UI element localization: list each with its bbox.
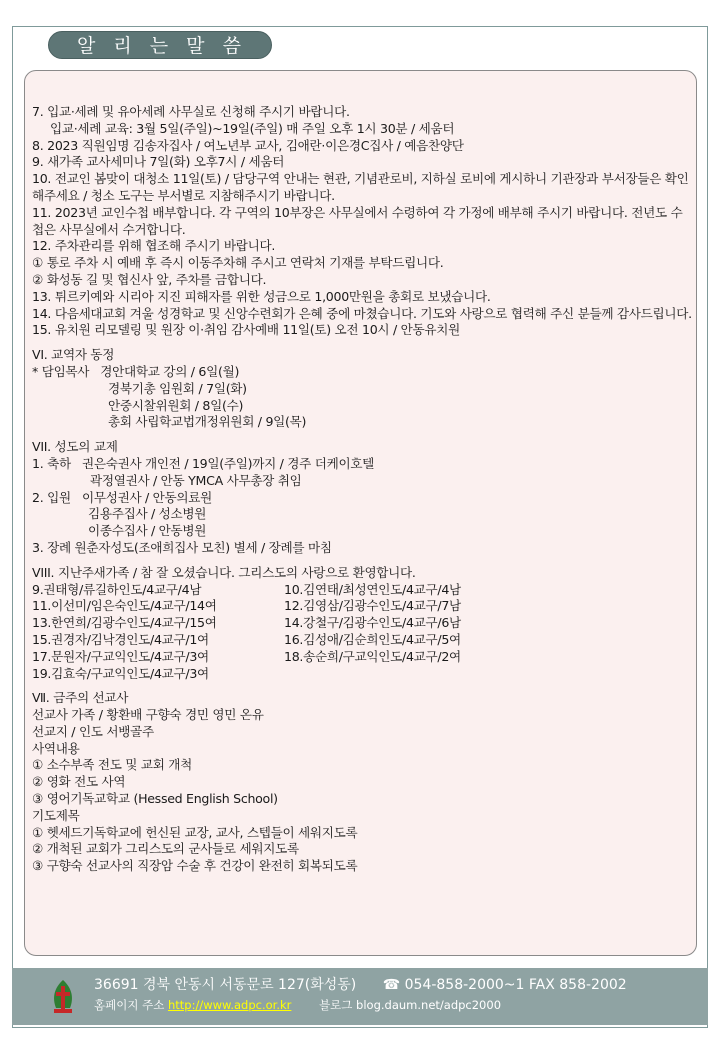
newcomer-entry: 10.김연태/최성연인도/4교구/4남 [284, 581, 461, 597]
church-logo-icon [50, 978, 76, 1016]
notice-item: 12. 주차관리를 위해 협조해 주시기 바랍니다. [32, 238, 276, 254]
newcomer-row [32, 615, 692, 632]
notice-item: 11. 2023년 교인수첩 배부합니다. 각 구역의 10부장은 사무실에서 수령하여 각 가정에 배부해 주시기 바랍니다. 전년도 수첩은 사무실에서 수거합니다. [32, 204, 683, 237]
notice-item: 15. 유치원 리모델링 및 원장 이·취임 감사예배 11일(토) 오전 10시 / 안동유치원 [32, 322, 460, 338]
newcomer-entry: 14.강철구/김광수인도/4교구/6남 [284, 615, 461, 631]
footer-phone: ☎ 054-858-2000~1 FAX 858-2002 [382, 977, 627, 993]
notice-item: 7. 입교·세례 및 유아세례 사무실로 신청해 주시기 바랍니다. [32, 104, 350, 119]
newcomer-entry: 12.김영삼/김광수인도/4교구/7남 [284, 598, 461, 614]
pastor-item: 경안대학교 강의 / 6일(월) [100, 363, 240, 379]
notice-item: 13. 튀르키예와 시리아 지진 피해자를 위한 성금으로 1,000만원을 총회로 보냈습니다. [32, 288, 491, 304]
pastor-row [32, 364, 692, 381]
hospital-item: 김용주집사 / 성소병원 [88, 506, 207, 522]
newcomer-row [32, 598, 692, 615]
newcomer-row [32, 632, 692, 649]
hospital-item: 이무성권사 / 안동의료원 [81, 489, 212, 505]
pastor-item: 안중시찰위원회 / 8일(수) [108, 397, 244, 413]
notice-content [32, 104, 692, 875]
missionary-line: ① 소수부족 전도 및 교회 개척 [32, 757, 193, 773]
missionary-line: 선교지 / 인도 서뱅골주 [32, 723, 154, 739]
hospital-row [32, 490, 692, 507]
missionary-line: 사역내용 [32, 740, 80, 756]
missionary-line: ② 영화 전도 사역 [32, 774, 126, 790]
congrats-item: 곽정열권사 / 안동 YMCA 사무총장 취임 [90, 472, 302, 488]
newcomer-row [32, 666, 692, 683]
homepage-link[interactable]: http://www.adpc.or.kr [167, 998, 292, 1012]
newcomer-row [32, 649, 692, 666]
missionary-line: 선교사 가족 / 황환배 구향숙 경민 영민 온유 [32, 707, 264, 723]
hospital-item: 이종수집사 / 안동병원 [88, 523, 207, 539]
section-title [48, 31, 272, 59]
section-title-text: 알 리 는 말 씀 [77, 35, 247, 57]
footer-contact [94, 974, 627, 994]
newcomer-entry: 15.권경자/김낙경인도/4교구/1여 [32, 631, 209, 647]
blog-address: 블로그 blog.daum.net/adpc2000 [319, 998, 502, 1012]
footer-web [94, 997, 501, 1013]
missionary-line: ③ 구향숙 선교사의 직장암 수술 후 건강이 완전히 회복되도록 [32, 858, 358, 874]
newcomer-entry: 18.송순희/구교익인도/4교구/2여 [284, 648, 461, 664]
pastor-item: 경북기총 임원회 / 7일(화) [108, 380, 247, 396]
fellowship-heading: VII. 성도의 교제 [32, 439, 118, 455]
funeral-item: 3. 장례 원춘자성도(조애희집사 모친) 별세 / 장례를 마침 [32, 539, 332, 555]
newcomer-row [32, 582, 692, 599]
notice-item: 10. 전교인 봄맞이 대청소 11일(토) / 담당구역 안내는 현관, 기념관로비, 지하실 로비에 게시하니 기관장과 부서장들은 확인해주세요 / 청소 도구는 부서별로 지참해주시기 바랍니다. [32, 171, 689, 203]
missionary-heading: Ⅶ. 금주의 선교사 [32, 690, 129, 706]
pastor-heading: VI. 교역자 동정 [32, 347, 115, 363]
newcomer-entry: 16.김성애/김순희인도/4교구/5여 [284, 631, 461, 647]
notice-item: ① 통로 주차 시 예배 후 즉시 이동주차해 주시고 연락처 기재를 부탁드립니다. [32, 255, 444, 271]
newcomer-entry: 17.문원자/구교익인도/4교구/3여 [32, 648, 209, 664]
congrats-item: 권은숙권사 개인전 / 19일(주일)까지 / 경주 더케이호텔 [81, 455, 375, 471]
notice-item: 9. 새가족 교사세미나 7일(화) 오후7시 / 세움터 [32, 154, 285, 170]
missionary-line: 기도제목 [32, 807, 80, 823]
pastor-label: * 담임목사 [32, 363, 90, 379]
missionary-line: ① 헷세드기독학교에 헌신된 교장, 교사, 스텝들이 세워지도록 [32, 824, 358, 840]
congrats-label: 1. 축하 [32, 455, 71, 471]
missionary-line: ③ 영어기독교학교 (Hessed English School) [32, 791, 278, 807]
newcomer-entry: 19.김효숙/구교익인도/4교구/3여 [32, 665, 209, 681]
notice-item: 입교·세례 교육: 3월 5일(주일)~19일(주일) 매 주일 오후 1시 30분 / 세움터 [50, 120, 455, 136]
notice-item: 8. 2023 직원임명 김송자집사 / 여노년부 교사, 김애란·이은경C집사 / 예음찬양단 [32, 137, 464, 153]
footer [12, 968, 708, 1025]
newcomer-entry: 13.한연희/김광수인도/4교구/15여 [32, 615, 217, 631]
notice-item: 14. 다음세대교회 겨울 성경학교 및 신앙수련회가 은혜 중에 마쳤습니다. 기도와 사랑으로 협력해 주신 분들께 감사드립니다. [32, 305, 692, 321]
homepage-label: 홈페이지 주소 [94, 998, 165, 1012]
notice-item: ② 화성동 길 및 협신사 앞, 주차를 금합니다. [32, 271, 267, 287]
newcomers-heading: VIII. 지난주새가족 / 참 잘 오셨습니다. 그리스도의 사랑으로 환영합니다. [32, 564, 416, 580]
newcomer-entry: 11.이선미/임은숙인도/4교구/14여 [32, 598, 217, 614]
missionary-line: ② 개척된 교회가 그리스도의 군사들로 세워지도록 [32, 841, 299, 857]
newcomer-entry: 9.권태형/류길하인도/4교구/4남 [32, 581, 202, 597]
pastor-item: 총회 사립학교법개정위원회 / 9일(목) [108, 414, 307, 430]
congrats-row [32, 456, 692, 473]
hospital-label: 2. 입원 [32, 489, 71, 505]
footer-address: 36691 경북 안동시 서동문로 127(화성동) [94, 977, 357, 993]
